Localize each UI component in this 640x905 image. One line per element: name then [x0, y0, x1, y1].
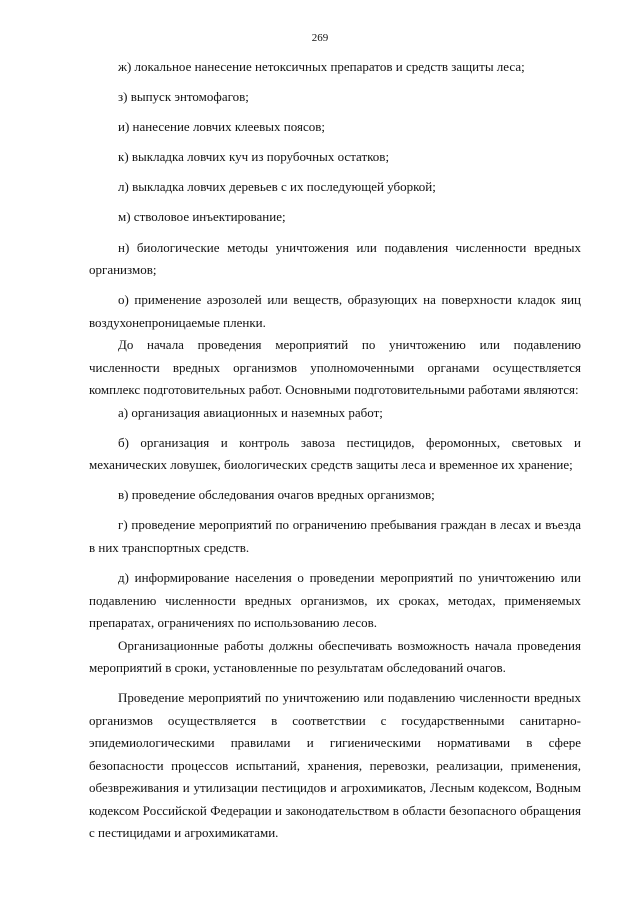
document-body — [89, 56, 581, 845]
list-item-o: о) применение аэрозолей или веществ, образующих на поверхности кладок яиц воздухонепроницаемые пленки. — [89, 292, 581, 330]
list-item-v: в) проведение обследования очагов вредных организмов; — [118, 487, 435, 503]
list-item-n: н) биологические методы уничтожения или подавления численности вредных организмов; — [89, 239, 581, 278]
list-item-g: г) проведение мероприятий по ограничению пребывания граждан в лесах и въезда в них транспортных средств. — [89, 517, 581, 555]
list-item-a: а) организация авиационных и наземных работ; — [118, 404, 383, 420]
list-item-l: л) выкладка ловчих деревьев с их последующей уборкой; — [118, 179, 436, 195]
list-item-d: д) информирование населения о проведении мероприятий по уничтожению или подавлению численности вредных организмов, их сроках, методах, применяемых препаратах, ограничениях по использованию лесов. — [89, 570, 581, 631]
legal-basis-paragraph: Проведение мероприятий по уничтожению или подавлению численности вредных организмов осуществляется в соответствии с государственными санитарно-эпидемиологическими правилами и гигиеническими нормативами в сфере безопасности процессов испытаний, хранения, перевозки, реализации, применения, обезвреживания и утилизации пестицидов и агрохимикатов, Лесным кодексом, Водным кодексом Российской Федерации и законодательством в области безопасного обращения с пестицидами и агрохимикатами. — [89, 690, 581, 841]
list-item-z: з) выпуск энтомофагов; — [118, 89, 249, 105]
list-item-zh: ж) локальное нанесение нетоксичных препаратов и средств защиты леса; — [118, 59, 525, 74]
list-item-k: к) выкладка ловчих куч из порубочных остатков; — [118, 149, 390, 165]
preparatory-works-intro: До начала проведения мероприятий по уничтожению или подавлению численности вредных организмов уполномоченными органами осуществляется комплекс подготовительных работ. Основными подготовительными работами являются: — [89, 337, 581, 398]
page-number: 269 — [311, 32, 329, 44]
list-item-m: м) стволовое инъектирование; — [118, 209, 286, 225]
list-item-i: и) нанесение ловчих клеевых поясов; — [118, 119, 325, 135]
list-item-b: б) организация и контроль завоза пестицидов, феромонных, световых и механических ловушек, биологических средств защиты леса и временное их хранение; — [89, 434, 581, 473]
organizational-works-paragraph: Организационные работы должны обеспечивать возможность начала проведения мероприятий в сроки, установленные по результатам обследований очагов. — [89, 637, 581, 676]
